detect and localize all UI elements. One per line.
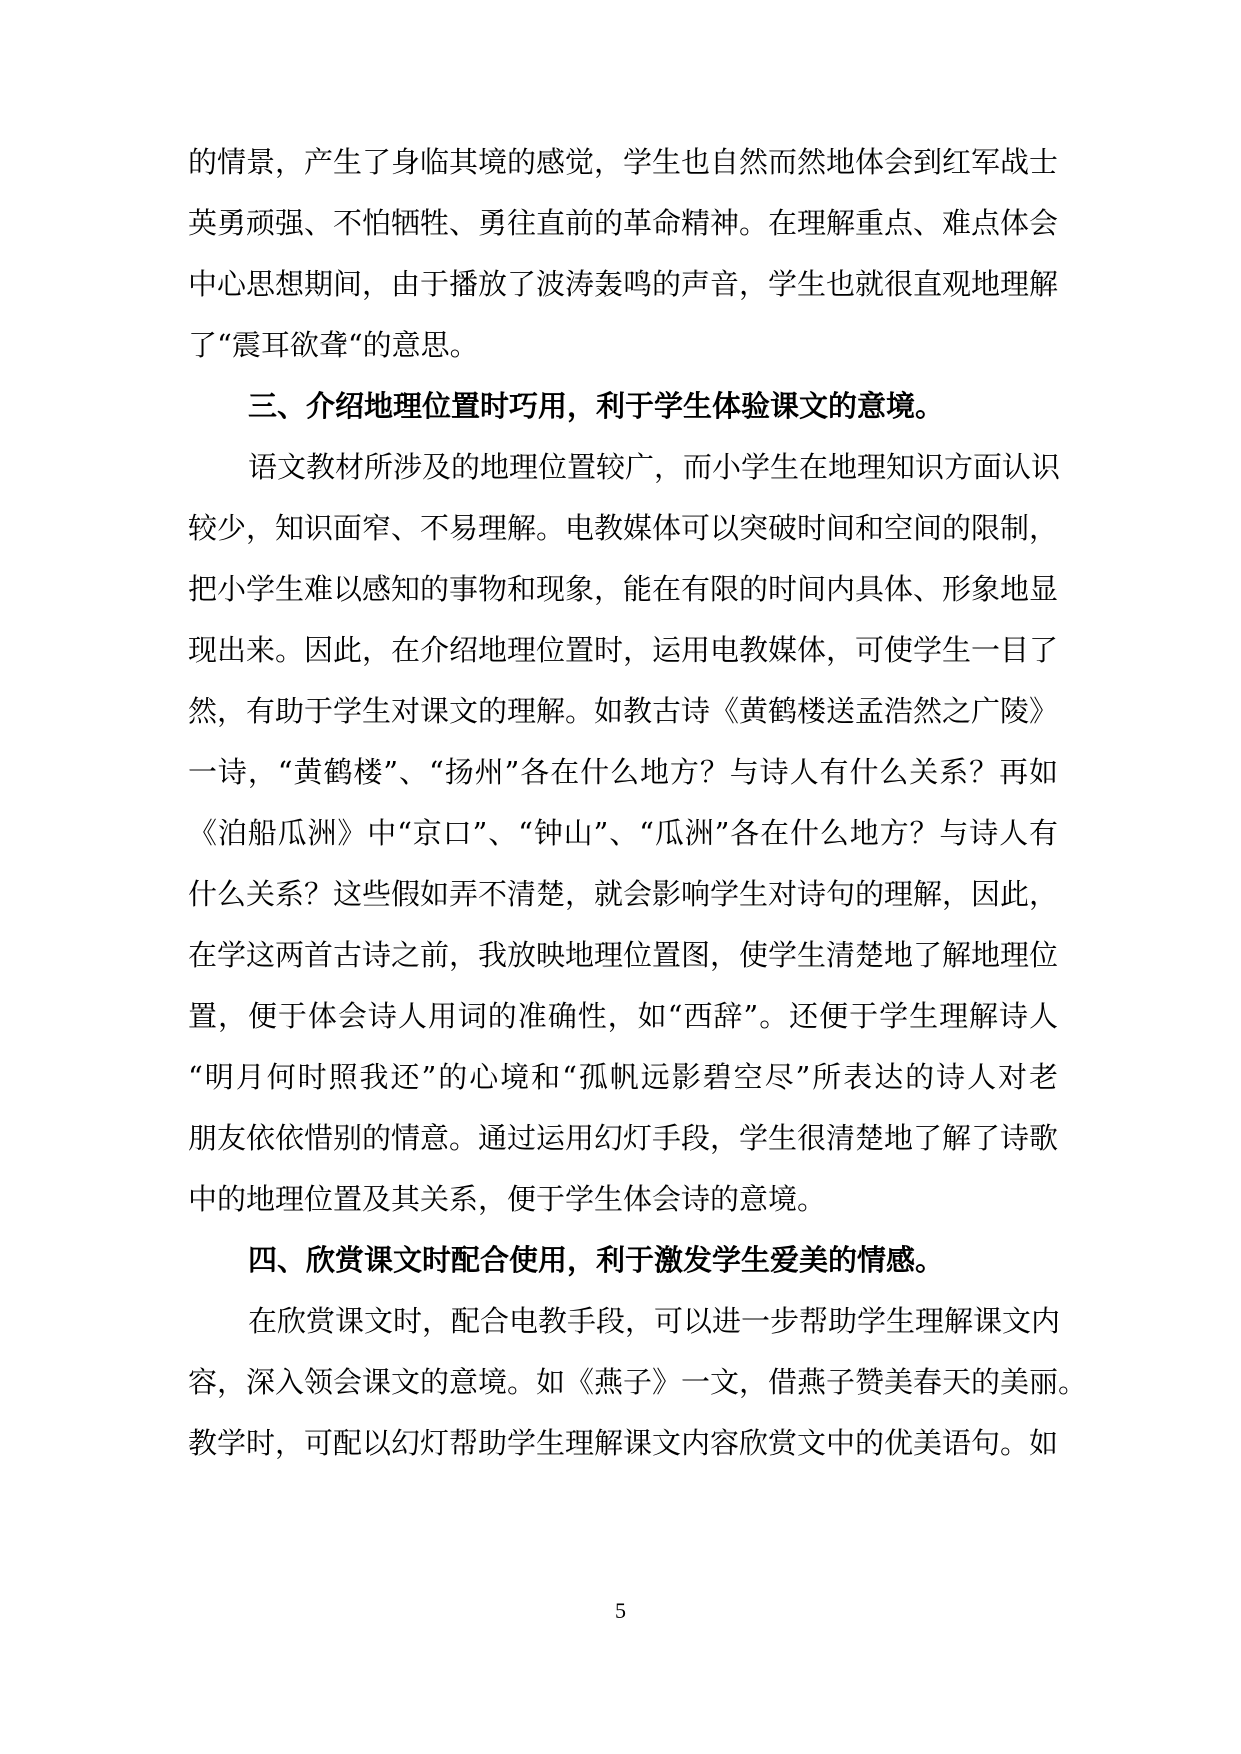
section-heading-4: 四、欣赏课文时配合使用，利于激发学生爱美的情感。 [248,1243,945,1277]
text-line: 在学这两首古诗之前，我放映地理位置图，使学生清楚地了解地理位 [188,938,1059,972]
text-line: 较少，知识面窄、不易理解。电教媒体可以突破时间和空间的限制， [188,511,1059,545]
text-line: 教学时，可配以幻灯帮助学生理解课文内容欣赏文中的优美语句。如 [188,1426,1059,1460]
paragraph-first-line: 在欣赏课文时，配合电教手段，可以进一步帮助学生理解课文内 [248,1304,1061,1338]
text-line: “明月何时照我还”的心境和“孤帆远影碧空尽”所表达的诗人对老 [188,1060,1058,1094]
section-heading-3: 三、介绍地理位置时巧用，利于学生体验课文的意境。 [248,389,945,423]
text-line: 《泊船瓜洲》中“京口”、“钟山”、“瓜洲”各在什么地方？与诗人有 [188,816,1058,850]
paragraph-first-line: 语文教材所涉及的地理位置较广，而小学生在地理知识方面认识 [248,450,1061,484]
text-line: 把小学生难以感知的事物和现象，能在有限的时间内具体、形象地显 [188,572,1059,606]
text-line: 什么关系？这些假如弄不清楚，就会影响学生对诗句的理解，因此， [188,877,1059,911]
text-line: 现出来。因此，在介绍地理位置时，运用电教媒体，可使学生一目了 [188,633,1059,667]
page-number: 5 [615,1598,626,1623]
text-line: 然，有助于学生对课文的理解。如教古诗《黄鹤楼送孟浩然之广陵》 [188,694,1059,728]
text-line: 中的地理位置及其关系，便于学生体会诗的意境。 [188,1182,827,1216]
text-line: 朋友依依惜别的情意。通过运用幻灯手段，学生很清楚地了解了诗歌 [188,1121,1059,1155]
text-line: 中心思想期间，由于播放了波涛轰鸣的声音，学生也就很直观地理解 [188,267,1059,301]
text-line: 置，便于体会诗人用词的准确性，如“西辞”。还便于学生理解诗人 [188,999,1058,1033]
text-line: 了“震耳欲聋“的意思。 [188,328,479,362]
text-line: 容，深入领会课文的意境。如《燕子》一文，借燕子赞美春天的美丽。 [188,1365,1088,1399]
text-line: 一诗，“黄鹤楼”、“扬州”各在什么地方？与诗人有什么关系？再如 [188,755,1058,789]
text-line: 的情景，产生了身临其境的感觉，学生也自然而然地体会到红军战士 [188,145,1059,179]
text-line: 英勇顽强、不怕牺牲、勇往直前的革命精神。在理解重点、难点体会 [188,206,1059,240]
